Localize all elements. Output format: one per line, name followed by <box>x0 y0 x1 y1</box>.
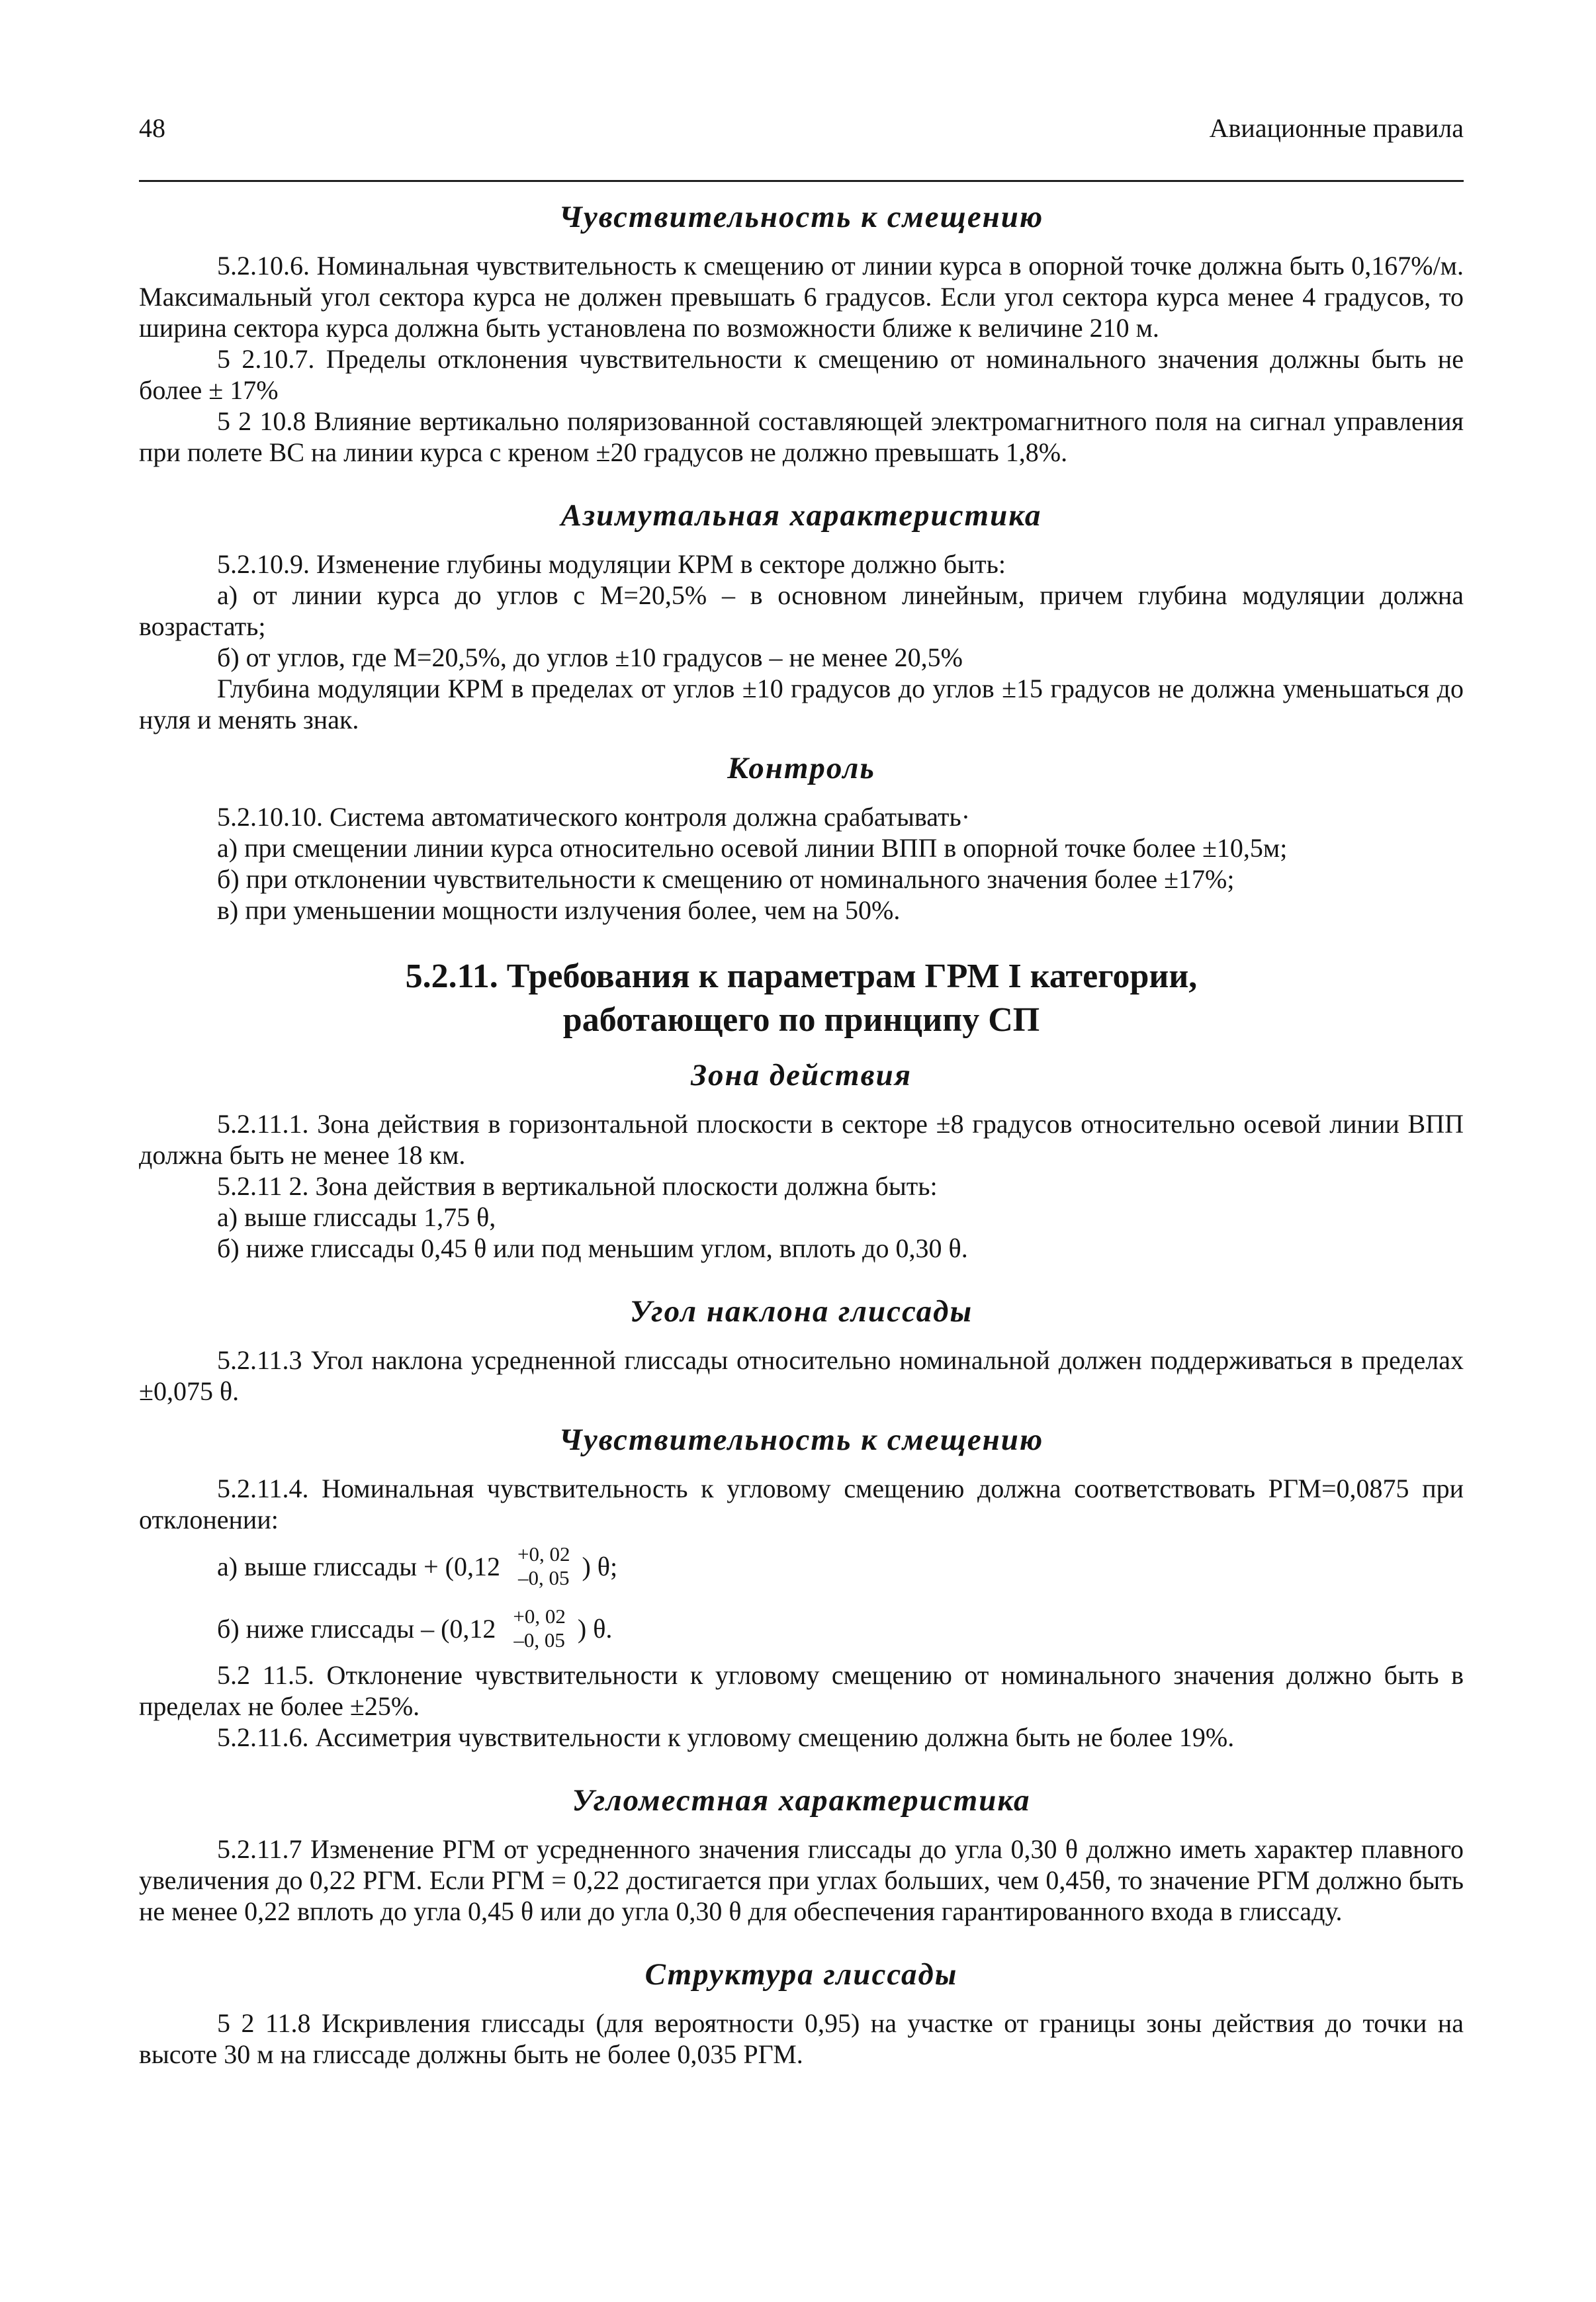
tolerance-upper: +0, 02 <box>513 1605 566 1628</box>
list-item: б) ниже глиссады 0,45 θ или под меньшим углом, вплоть до 0,30 θ. <box>217 1233 968 1263</box>
chapter-title-line-1: 5.2.11. Требования к параметрам ГРМ I категории, <box>405 957 1198 995</box>
list-item: в) при уменьшении мощности излучения более, чем на 50%. <box>217 895 901 925</box>
header-rule <box>139 180 1464 182</box>
section-heading: Угол наклона глиссады <box>629 1294 973 1329</box>
paragraph: 5 2 10.8 Влияние вертикально поляризованной составляющей электромагнитного поля на сигнал управления при полете ВС на линии курса с креном ±20 градусов не должно превышать 1,8%. <box>139 406 1464 467</box>
section-heading: Структура глиссады <box>644 1957 958 1992</box>
paragraph: 5.2.11.6. Ассиметрия чувствительности к угловому смещению должна быть не более 19%. <box>217 1722 1235 1752</box>
paragraph: 5.2.11.1. Зона действия в горизонтальной плоскости в секторе ±8 градусов относительно осевой линии ВПП должна быть не менее 18 км. <box>139 1109 1464 1170</box>
section-heading: Угломестная характеристика <box>572 1783 1031 1818</box>
paragraph: 5 2.10.7. Пределы отклонения чувствительности к смещению от номинального значения должны быть не более ± 17% <box>139 344 1464 405</box>
formula-above <box>139 1535 1464 1597</box>
section-heading: Чувствительность к смещению <box>558 200 1044 234</box>
formula-prefix: б) ниже глиссады – (0,12 <box>217 1613 496 1644</box>
paragraph: 5.2.11.4. Номинальная чувствительность к угловому смещению должна соответствовать РГМ=0,0875 при отклонении: <box>139 1474 1464 1534</box>
list-item: а) выше глиссады 1,75 θ, <box>217 1202 496 1232</box>
paragraph: 5 2 11.8 Искривления глиссады (для вероятности 0,95) на участке от границы зоны действия до точки на высоте 30 м на глиссаде должны быть не более 0,035 РГМ. <box>139 2008 1464 2069</box>
running-title: Авиационные правила <box>1209 113 1464 143</box>
page-header <box>139 112 1464 144</box>
page-number: 48 <box>139 113 165 143</box>
tolerance-lower: –0, 05 <box>517 1566 570 1589</box>
formula-suffix: ) θ; <box>582 1551 618 1581</box>
paragraph: 5.2.10.6. Номинальная чувствительность к смещению от линии курса в опорной точке должна быть 0,167%/м. Максимальный угол сектора курса не должен превышать 6 градусов. Если угол сектора курса менее 4 градусов, то ширина сектора курса должна быть установлена по возможности ближе к величине 210 м. <box>139 251 1464 343</box>
formula-prefix: а) выше глиссады + (0,12 <box>217 1551 500 1581</box>
tolerance <box>517 1542 570 1590</box>
list-item: а) от линии курса до углов с М=20,5% – в основном линейным, причем глубина модуляции должна возрастать; <box>139 580 1464 641</box>
list-item: б) от углов, где М=20,5%, до углов ±10 градусов – не менее 20,5% <box>217 642 963 672</box>
tolerance-upper: +0, 02 <box>517 1542 570 1566</box>
section-heading: Контроль <box>727 751 875 785</box>
tolerance-lower: –0, 05 <box>513 1628 565 1652</box>
chapter-title-line-2: работающего по принципу СП <box>562 1001 1040 1039</box>
list-item: а) при смещении линии курса относительно осевой линии ВПП в опорной точке более ±10,5м; <box>217 833 1288 863</box>
section-heading: Чувствительность к смещению <box>558 1423 1044 1457</box>
section-heading: Зона действия <box>691 1058 912 1092</box>
paragraph: 5.2.10.9. Изменение глубины модуляции КРМ в секторе должно быть: <box>217 549 1006 579</box>
paragraph: 5.2.11.7 Изменение РГМ от усредненного значения глиссады до угла 0,30 θ должно иметь характер плавного увеличения до 0,22 РГМ. Если РГМ = 0,22 достигается при углах больших, чем 0,45θ, то значение РГМ должно быть не менее 0,22 вплоть до угла 0,45 θ или до угла 0,30 θ для обеспечения гарантированного входа в глиссаду. <box>139 1834 1464 1926</box>
paragraph: Глубина модуляции КРМ в пределах от углов ±10 градусов до углов ±15 градусов не должна уменьшаться до нуля и менять знак. <box>139 674 1464 734</box>
section-heading: Азимутальная характеристика <box>560 498 1042 533</box>
list-item: б) при отклонении чувствительности к смещению от номинального значения более ±17%; <box>217 864 1235 894</box>
page-body <box>139 199 1464 2070</box>
formula-suffix: ) θ. <box>577 1613 613 1644</box>
paragraph: 5.2.11.3 Угол наклона усредненной глиссады относительно номинальной должен поддерживаться в пределах ±0,075 θ. <box>139 1345 1464 1406</box>
formula-below <box>139 1597 1464 1660</box>
paragraph: 5.2.10.10. Система автоматического контроля должна срабатывать· <box>217 802 971 832</box>
tolerance <box>513 1605 565 1652</box>
paragraph: 5.2.11 2. Зона действия в вертикальной плоскости должна быть: <box>217 1171 938 1201</box>
paragraph: 5.2 11.5. Отклонение чувствительности к угловому смещению от номинального значения должно быть в пределах не более ±25%. <box>139 1660 1464 1721</box>
